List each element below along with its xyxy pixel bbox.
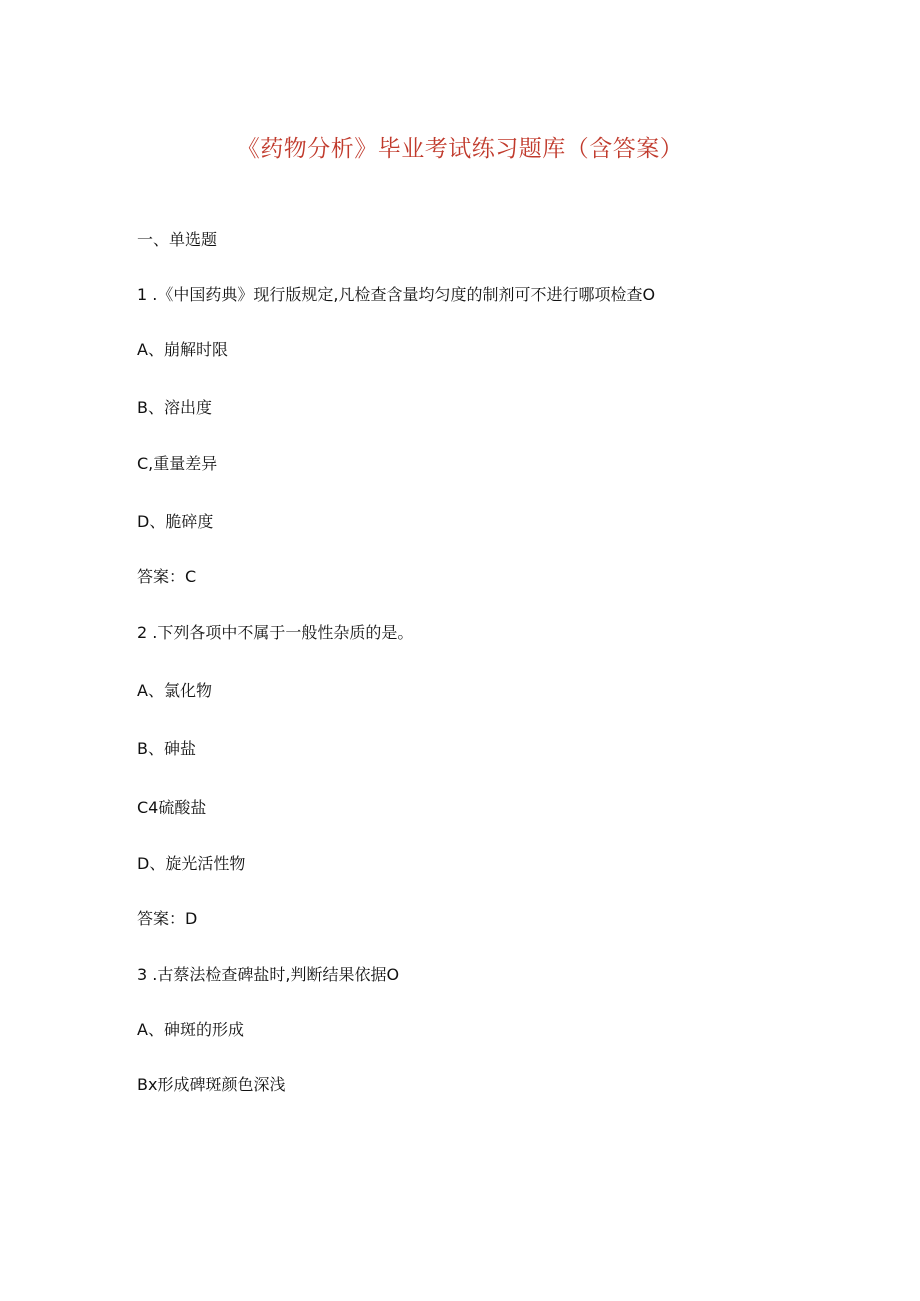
question-3-option-b: Bx形成碑斑颜色深浅 bbox=[137, 1075, 286, 1094]
section-heading: 一、单选题 bbox=[137, 230, 218, 249]
question-2-option-b: B、砷盐 bbox=[137, 739, 196, 758]
question-1-option-c: C,重量差异 bbox=[137, 454, 218, 473]
question-1-option-d: D、脆碎度 bbox=[137, 512, 214, 531]
question-3-stem: 3 .古蔡法检查碑盐时,判断结果依据O bbox=[137, 965, 400, 984]
question-2-answer: 答案：D bbox=[137, 909, 198, 928]
question-1-option-a: A、崩解时限 bbox=[137, 340, 228, 359]
document-title: 《药物分析》毕业考试练习题库（含答案） bbox=[236, 136, 684, 162]
question-1-stem: 1 .《中国药典》现行版规定,凡检查含量均匀度的制剂可不进行哪项检查O bbox=[137, 285, 656, 304]
question-2-option-c: C4硫酸盐 bbox=[137, 798, 207, 817]
question-2-stem: 2 .下列各项中不属于一般性杂质的是。 bbox=[137, 623, 414, 642]
question-2-option-d: D、旋光活性物 bbox=[137, 854, 246, 873]
question-1-answer: 答案：C bbox=[137, 567, 197, 586]
question-1-option-b: B、溶出度 bbox=[137, 398, 212, 417]
question-2-option-a: A、氯化物 bbox=[137, 681, 212, 700]
question-3-option-a: A、砷斑的形成 bbox=[137, 1020, 244, 1039]
